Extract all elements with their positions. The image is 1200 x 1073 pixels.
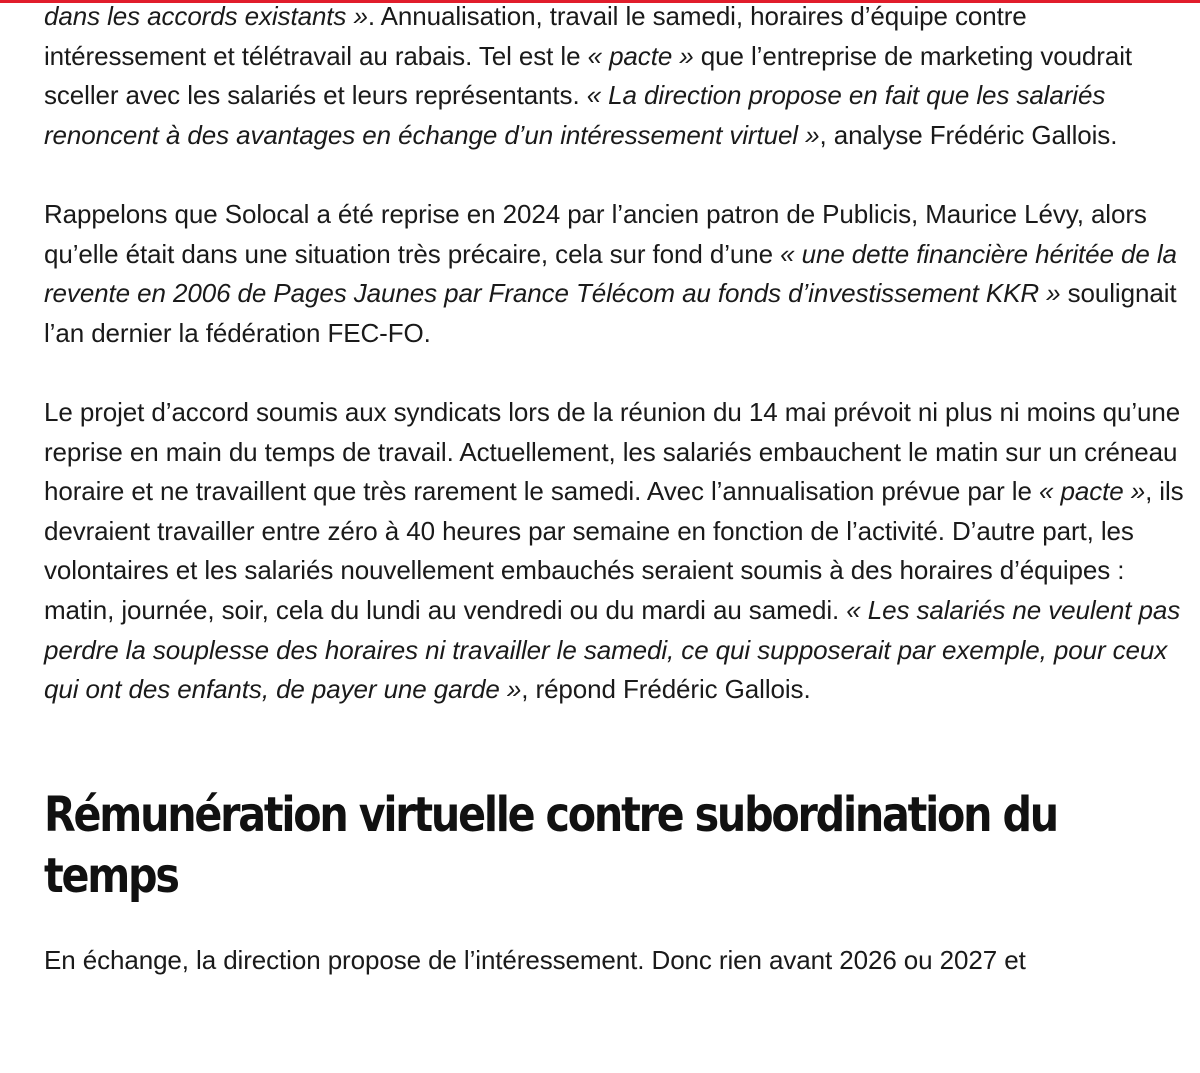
text-segment: soulignait l’an dernier la fédération FEC-FO. (44, 278, 1177, 348)
quote-segment: « Les salariés ne veulent pas perdre la souplesse des horaires ni travailler le samedi, ce qui supposerait par exemple, pour ceux qui ont des enfants, de payer une garde » (44, 594, 1181, 705)
article-body (44, 0, 1184, 1020)
quote-segment: « La direction propose en fait que les salariés renoncent à des avantages en échange d’un intéressement virtuel » (44, 80, 1106, 150)
text-segment: , analyse Frédéric Gallois. (819, 119, 1118, 150)
paragraph-annualisation (44, 0, 1184, 155)
section-heading: Rémunération virtuelle contre subordination du temps (44, 786, 1057, 904)
text-segment: , répond Frédéric Gallois. (521, 674, 811, 705)
text-segment: En échange, la direction propose de l’intéressement. Donc rien avant 2026 ou 2027 et (44, 944, 1026, 975)
quote-segment: « pacte » (1038, 476, 1146, 507)
text-segment: . Annualisation, travail le samedi, horaires d’équipe contre intéressement et télétravail au rabais. Tel est le (44, 1, 1027, 71)
text-segment: , ils devraient travailler entre zéro à 40 heures par semaine en fonction de l’activité. D’autre part, les volontaires et les salariés nouvellement embauchés seraient soumis à des horaires d’équipes : matin, journée, soir, cela du lundi au vendredi ou du mardi au samedi. (44, 476, 1184, 625)
paragraph-projet-accord (44, 393, 1184, 710)
text-segment: que l’entreprise de marketing voudrait sceller avec les salariés et leurs représentants. (44, 40, 1133, 111)
text-segment: Le projet d’accord soumis aux syndicats lors de la réunion du 14 mai prévoit ni plus ni moins qu’une reprise en main du temps de travail. Actuellement, les salariés embauchent le matin sur un créneau horaire et ne travaillent que très rarement le samedi. Avec l’annualisation prévue par le (44, 396, 1181, 507)
quote-segment: « une dette financière héritée de la revente en 2006 de Pages Jaunes par France Télécom au fonds d’investissement KKR » (44, 238, 1177, 309)
paragraph-solocal-history (44, 195, 1184, 353)
paragraph-contrepartie (44, 941, 1184, 981)
quote-segment: « pacte » (587, 40, 694, 71)
quote-segment: dans les accords existants » (44, 1, 368, 31)
text-segment: Rappelons que Solocal a été reprise en 2024 par l’ancien patron de Publicis, Maurice Lévy, alors qu’elle était dans une situation très précaire, cela sur fond d’une (44, 198, 1147, 269)
